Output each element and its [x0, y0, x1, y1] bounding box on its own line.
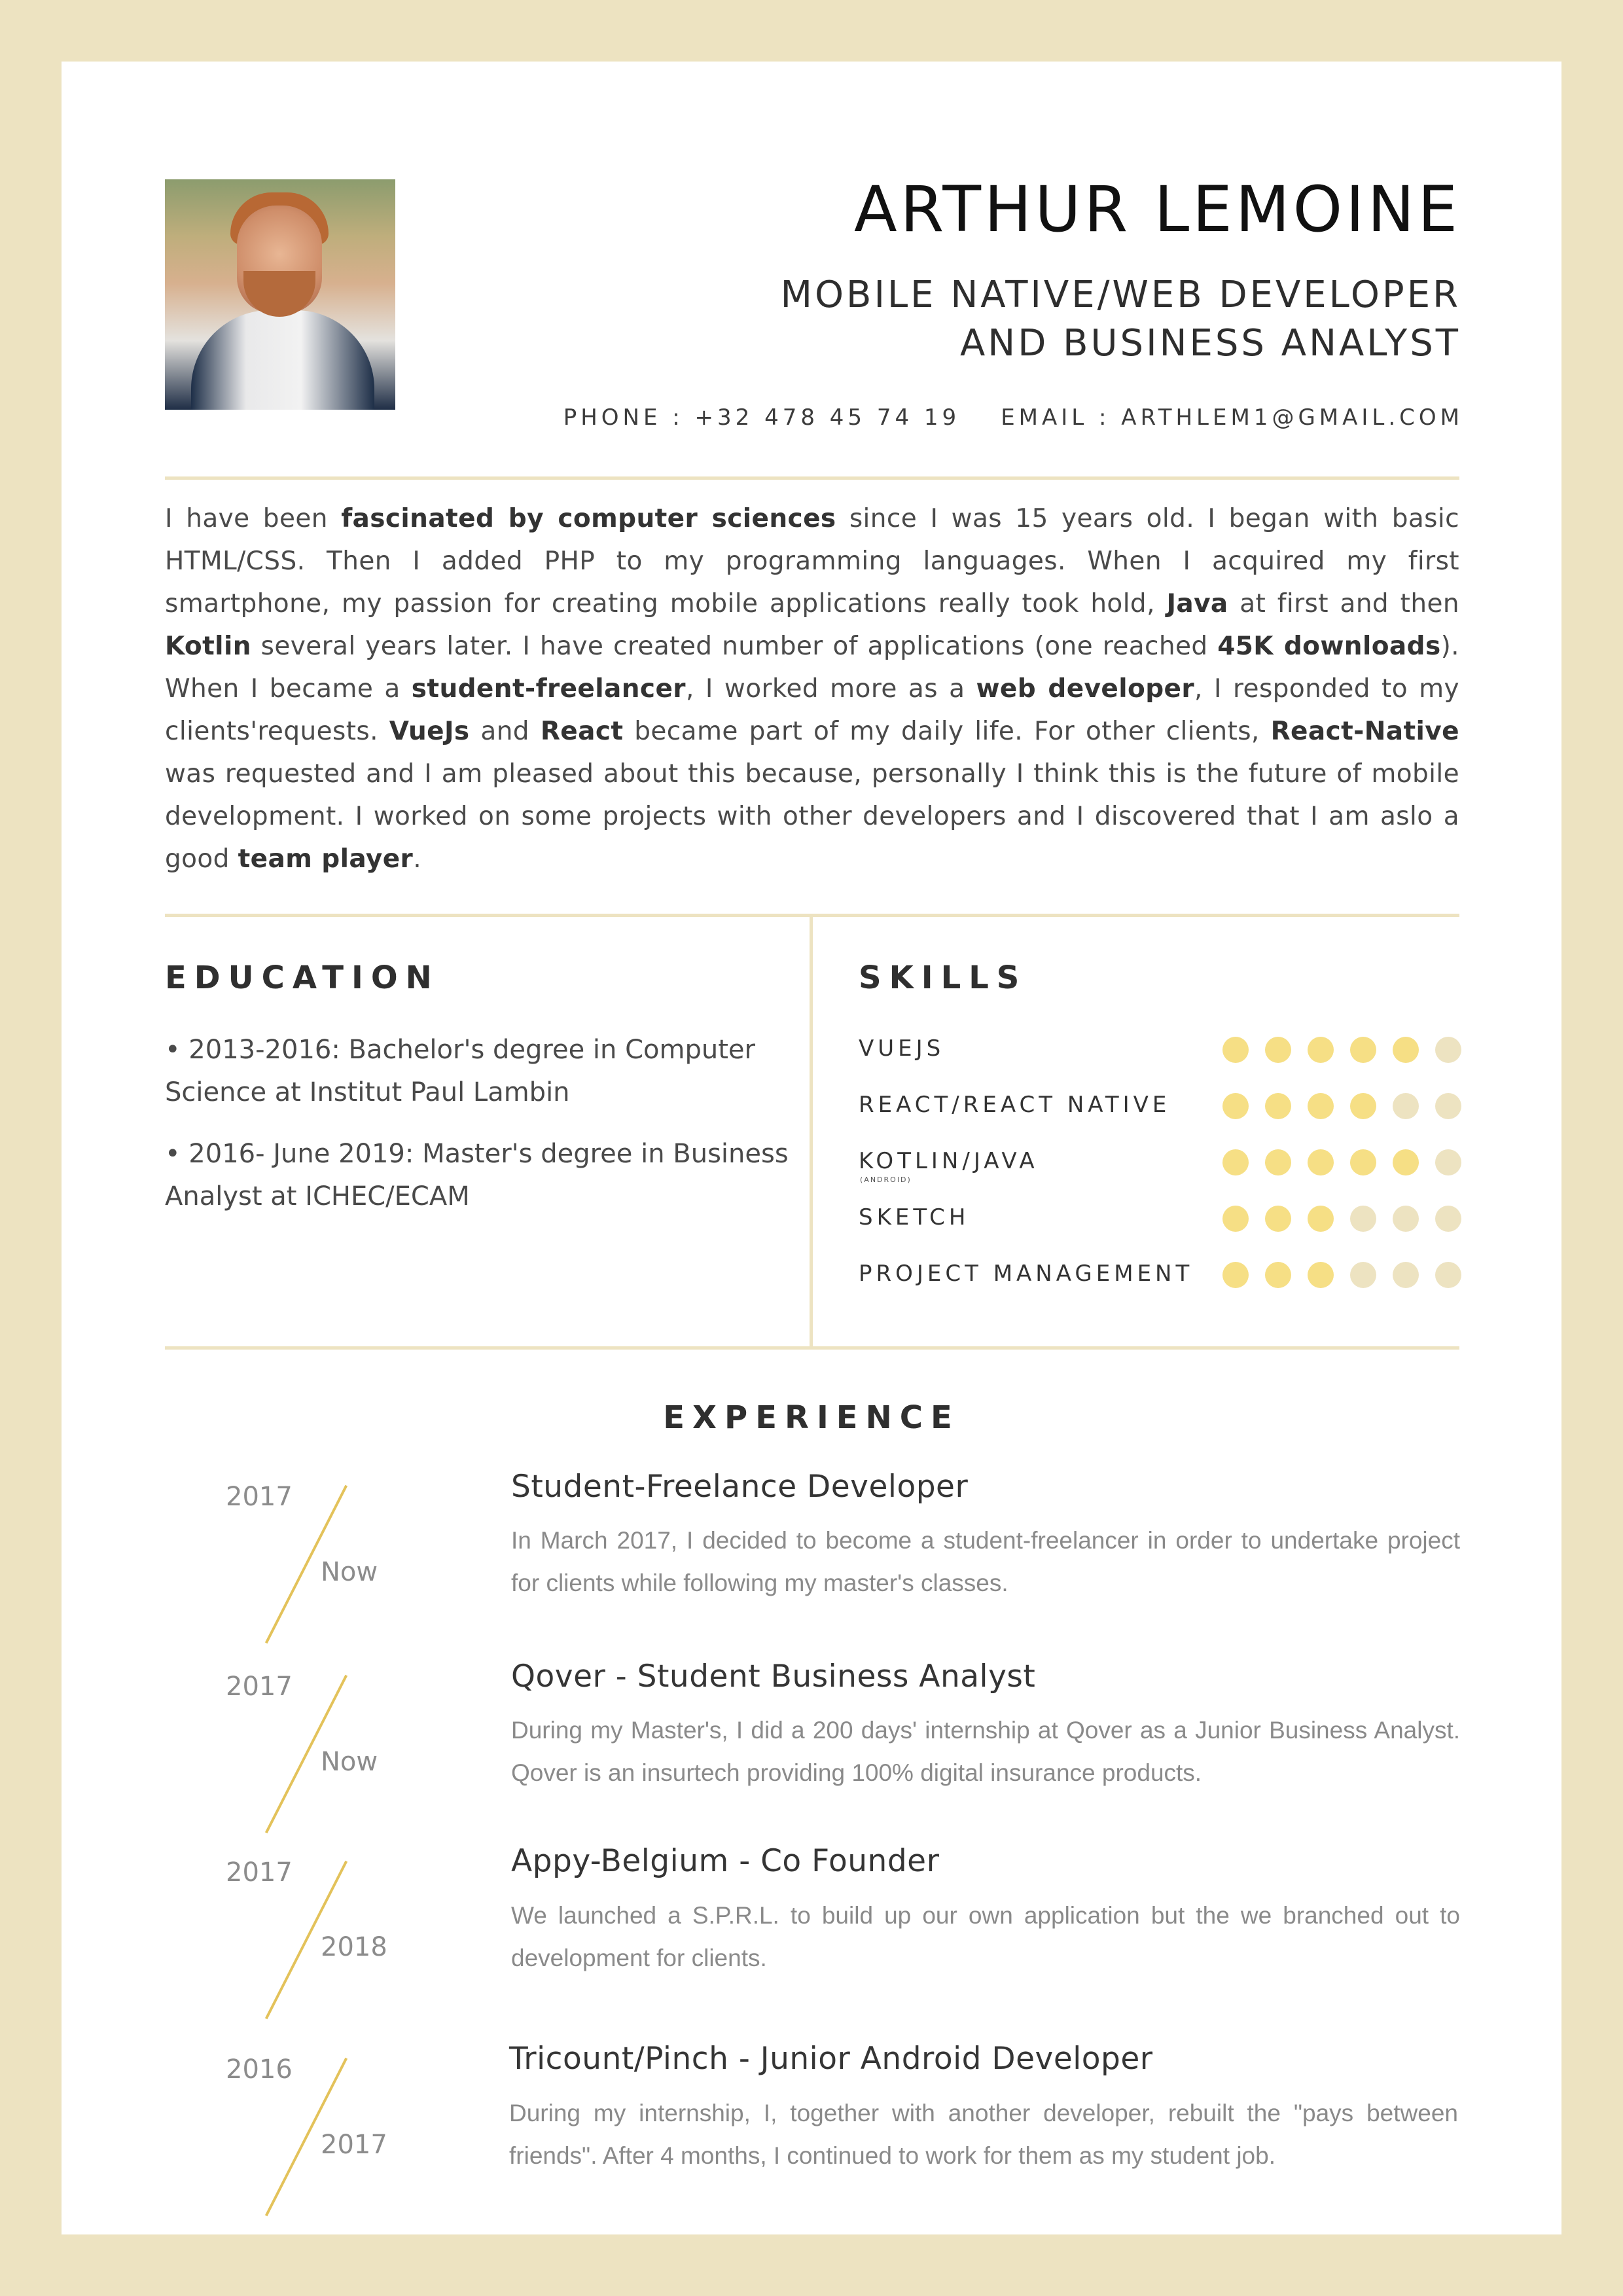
skill-dot-empty — [1393, 1206, 1419, 1232]
job-title — [781, 271, 1461, 368]
about-highlight: fascinated by computer sciences — [341, 504, 836, 533]
skill-dot-filled — [1308, 1037, 1334, 1063]
skill-label: KOTLIN/JAVA — [859, 1148, 1039, 1174]
skills-title: SKILLS — [859, 960, 1027, 996]
about-text: several years later. I have created number of applications (one reached — [251, 632, 1218, 661]
about-text: , I worked more as a — [685, 674, 976, 704]
skill-dot-filled — [1265, 1149, 1291, 1175]
divider-top — [165, 476, 1459, 480]
skill-label: VUEJS — [859, 1035, 945, 1062]
skill-dot-empty — [1435, 1093, 1461, 1119]
exp-end-year: 2018 — [321, 1932, 387, 1962]
about-text: and — [469, 717, 541, 746]
about-text: I have been — [165, 504, 342, 533]
about-highlight: web developer — [976, 674, 1195, 704]
email-text: EMAIL : ARTHLEM1@GMAIL.COM — [1001, 404, 1463, 431]
education-title: EDUCATION — [165, 960, 440, 996]
candidate-name: ARTHUR LEMOINE — [853, 173, 1461, 246]
contact-line — [563, 404, 1463, 431]
skill-label: SKETCH — [859, 1204, 970, 1230]
about-highlight: React — [540, 717, 624, 746]
skill-dot-filled — [1308, 1262, 1334, 1288]
exp-title: Tricount/Pinch - Junior Android Developer — [509, 2041, 1153, 2077]
exp-start-year: 2017 — [226, 1672, 293, 1702]
skill-dot-filled — [1350, 1037, 1376, 1063]
skill-dot-filled — [1350, 1149, 1376, 1175]
job-title-line-2: AND BUSINESS ANALYST — [960, 322, 1461, 365]
skill-rating — [1222, 1206, 1461, 1232]
exp-start-year: 2017 — [226, 1857, 293, 1888]
about-highlight: Java — [1166, 589, 1228, 619]
exp-start-year: 2016 — [226, 2054, 293, 2085]
about-text: , I responded to my clients'requests. — [165, 674, 1459, 746]
skill-dot-filled — [1265, 1037, 1291, 1063]
skill-rating — [1222, 1093, 1461, 1119]
experience-title: EXPERIENCE — [663, 1399, 960, 1436]
exp-start-year: 2017 — [226, 1482, 293, 1512]
job-title-line-1: MOBILE NATIVE/WEB DEVELOPER — [780, 274, 1461, 316]
exp-end-year: 2017 — [321, 2130, 387, 2160]
about-highlight: team player — [238, 844, 414, 874]
exp-title: Student-Freelance Developer — [511, 1469, 969, 1505]
resume-page — [62, 62, 1561, 2234]
exp-title: Qover - Student Business Analyst — [511, 1659, 1036, 1695]
education-item: • 2016- June 2019: Master's degree in Business Analyst at ICHEC/ECAM — [165, 1139, 789, 1211]
exp-description: We launched a S.P.R.L. to build up our own application but the we branched out to development for clients. — [511, 1902, 1460, 1971]
exp-description: In March 2017, I decided to become a student-freelancer in order to undertake project for clients while following my master's classes. — [511, 1527, 1460, 1596]
skill-dot-empty — [1393, 1262, 1419, 1288]
about-highlight: VueJs — [389, 717, 470, 746]
skill-dot-filled — [1265, 1206, 1291, 1232]
skill-dot-empty — [1435, 1206, 1461, 1232]
about-highlight: 45K downloads — [1217, 632, 1441, 661]
skill-sublabel: (ANDROID) — [860, 1175, 912, 1184]
skill-dot-filled — [1222, 1037, 1249, 1063]
about-text: ). When I became a — [165, 632, 1459, 704]
skill-dot-filled — [1308, 1093, 1334, 1119]
skill-dot-filled — [1265, 1093, 1291, 1119]
skill-dot-empty — [1435, 1149, 1461, 1175]
skill-dot-empty — [1435, 1037, 1461, 1063]
skill-rating — [1222, 1262, 1461, 1288]
exp-end-year: Now — [321, 1747, 378, 1777]
skill-dot-empty — [1393, 1093, 1419, 1119]
skill-dot-filled — [1308, 1206, 1334, 1232]
about-text: became part of my daily life. For other clients, — [623, 717, 1271, 746]
skill-dot-filled — [1393, 1149, 1419, 1175]
skill-dot-filled — [1222, 1206, 1249, 1232]
skill-label: PROJECT MANAGEMENT — [859, 1261, 1194, 1287]
skill-dot-filled — [1222, 1093, 1249, 1119]
about-highlight: React-Native — [1270, 717, 1459, 746]
about-text: since I was 15 years old. I began with basic HTML/CSS. Then I added PHP to my programming languages. When I acquired my first smartphone, my passion for creating mobile applications really took hold, — [165, 504, 1459, 619]
skill-dot-filled — [1308, 1149, 1334, 1175]
skill-rating — [1222, 1037, 1461, 1063]
skill-dot-filled — [1222, 1149, 1249, 1175]
skill-dot-empty — [1435, 1262, 1461, 1288]
skill-dot-empty — [1350, 1206, 1376, 1232]
skill-dot-empty — [1350, 1262, 1376, 1288]
about-text: . — [413, 844, 421, 874]
exp-description: During my Master's, I did a 200 days' internship at Qover as a Junior Business Analyst. Qover is an insurtech providing 100% digital insurance products. — [511, 1717, 1460, 1786]
education-item: • 2013-2016: Bachelor's degree in Computer Science at Institut Paul Lambin — [165, 1035, 755, 1107]
skill-label: REACT/REACT NATIVE — [859, 1092, 1171, 1118]
about-highlight: student-freelancer — [411, 674, 686, 704]
exp-end-year: Now — [321, 1557, 378, 1587]
about-highlight: Kotlin — [165, 632, 251, 661]
profile-photo — [165, 179, 395, 410]
skill-dot-filled — [1350, 1093, 1376, 1119]
exp-title: Appy-Belgium - Co Founder — [511, 1843, 940, 1879]
about-paragraph — [165, 497, 1459, 880]
divider-bottom — [165, 1346, 1459, 1350]
skill-dot-filled — [1265, 1262, 1291, 1288]
column-divider — [810, 917, 813, 1346]
skill-dot-filled — [1222, 1262, 1249, 1288]
exp-description: During my internship, I, together with another developer, rebuilt the "pays between friends". After 4 months, I continued to work for them as my student job. — [509, 2100, 1458, 2169]
phone-text: PHONE : +32 478 45 74 19 — [563, 404, 961, 431]
skill-dot-filled — [1393, 1037, 1419, 1063]
about-text: at first and then — [1228, 589, 1459, 619]
about-text: was requested and I am pleased about this because, personally I think this is the future of mobile development. I worked on some projects with other developers and I discovered that I am aslo a good — [165, 759, 1459, 874]
skill-rating — [1222, 1149, 1461, 1175]
